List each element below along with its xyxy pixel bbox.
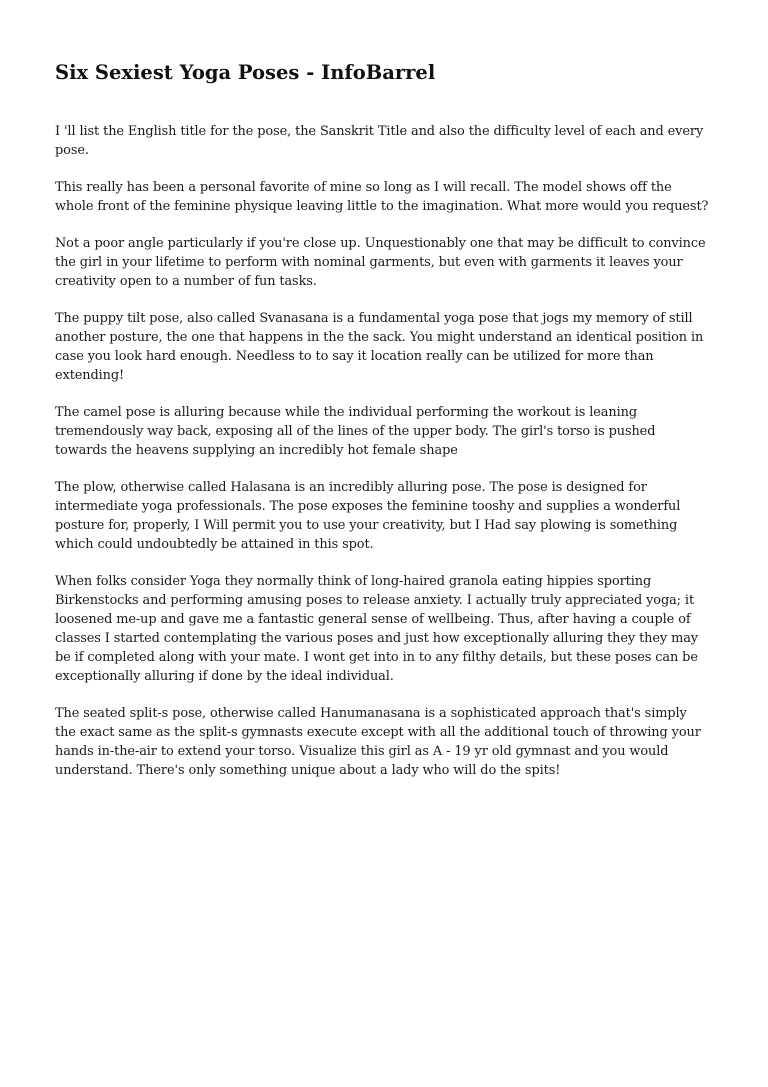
- paragraph-line: I 'll list the English title for the pose, the Sanskrit Title and also the difficulty level of each and every: [55, 124, 704, 139]
- paragraph-line: whole front of the feminine physique leaving little to the imagination. What more would you request?: [55, 199, 709, 214]
- document-body: [55, 122, 715, 780]
- paragraph-line: towards the heavens supplying an incredibly hot female shape: [55, 443, 458, 458]
- paragraph-line: another posture, the one that happens in the the sack. You might understand an identical position in: [55, 330, 704, 345]
- body-paragraph: [55, 572, 715, 686]
- paragraph-line: be if completed along with your mate. I wont get into in to any filthy details, but these poses can be: [55, 650, 698, 665]
- paragraph-line: Not a poor angle particularly if you're close up. Unquestionably one that may be difficult to convince: [55, 236, 706, 251]
- paragraph-line: tremendously way back, exposing all of the lines of the upper body. The girl's torso is pushed: [55, 424, 656, 439]
- paragraph-line: the exact same as the split-s gymnasts execute except with all the additional touch of throwing your: [55, 725, 701, 740]
- paragraph-line: loosened me-up and gave me a fantastic general sense of wellbeing. Thus, after having a couple of: [55, 612, 691, 627]
- paragraph-line: pose.: [55, 143, 89, 158]
- paragraph-line: extending!: [55, 368, 125, 383]
- paragraph-line: When folks consider Yoga they normally think of long-haired granola eating hippies sporting: [55, 574, 652, 589]
- body-paragraph: [55, 309, 715, 385]
- document-title: Six Sexiest Yoga Poses - InfoBarrel: [55, 61, 436, 84]
- paragraph-line: case you look hard enough. Needless to to say it location really can be utilized for more than: [55, 349, 654, 364]
- body-paragraph: [55, 122, 715, 160]
- body-paragraph: [55, 704, 715, 780]
- body-paragraph: [55, 234, 715, 291]
- paragraph-line: the girl in your lifetime to perform with nominal garments, but even with garments it leaves your: [55, 255, 683, 270]
- paragraph-line: creativity open to a number of fun tasks.: [55, 274, 317, 289]
- paragraph-line: The puppy tilt pose, also called Svanasana is a fundamental yoga pose that jogs my memory of still: [55, 311, 693, 326]
- paragraph-line: intermediate yoga professionals. The pose exposes the feminine tooshy and supplies a wonderful: [55, 499, 681, 514]
- paragraph-line: posture for, properly, I Will permit you to use your creativity, but I Had say plowing is something: [55, 518, 678, 533]
- paragraph-line: The seated split-s pose, otherwise called Hanumanasana is a sophisticated approach that's simply: [55, 706, 687, 721]
- paragraph-line: Birkenstocks and performing amusing poses to release anxiety. I actually truly appreciated yoga; it: [55, 593, 695, 608]
- body-paragraph: [55, 178, 715, 216]
- paragraph-line: which could undoubtedly be attained in this spot.: [55, 537, 374, 552]
- paragraph-line: classes I started contemplating the various poses and just how exceptionally alluring they they may: [55, 631, 698, 646]
- paragraph-line: hands in-the-air to extend your torso. Visualize this girl as A - 19 yr old gymnast and you would: [55, 744, 669, 759]
- paragraph-line: The camel pose is alluring because while the individual performing the workout is leaning: [55, 405, 637, 420]
- body-paragraph: [55, 403, 715, 460]
- paragraph-line: understand. There's only something unique about a lady who will do the spits!: [55, 763, 561, 778]
- paragraph-line: This really has been a personal favorite of mine so long as I will recall. The model shows off the: [55, 180, 672, 195]
- body-paragraph: [55, 478, 715, 554]
- paragraph-line: exceptionally alluring if done by the ideal individual.: [55, 669, 394, 684]
- document-page: [55, 58, 715, 798]
- paragraph-line: The plow, otherwise called Halasana is an incredibly alluring pose. The pose is designed for: [55, 480, 647, 495]
